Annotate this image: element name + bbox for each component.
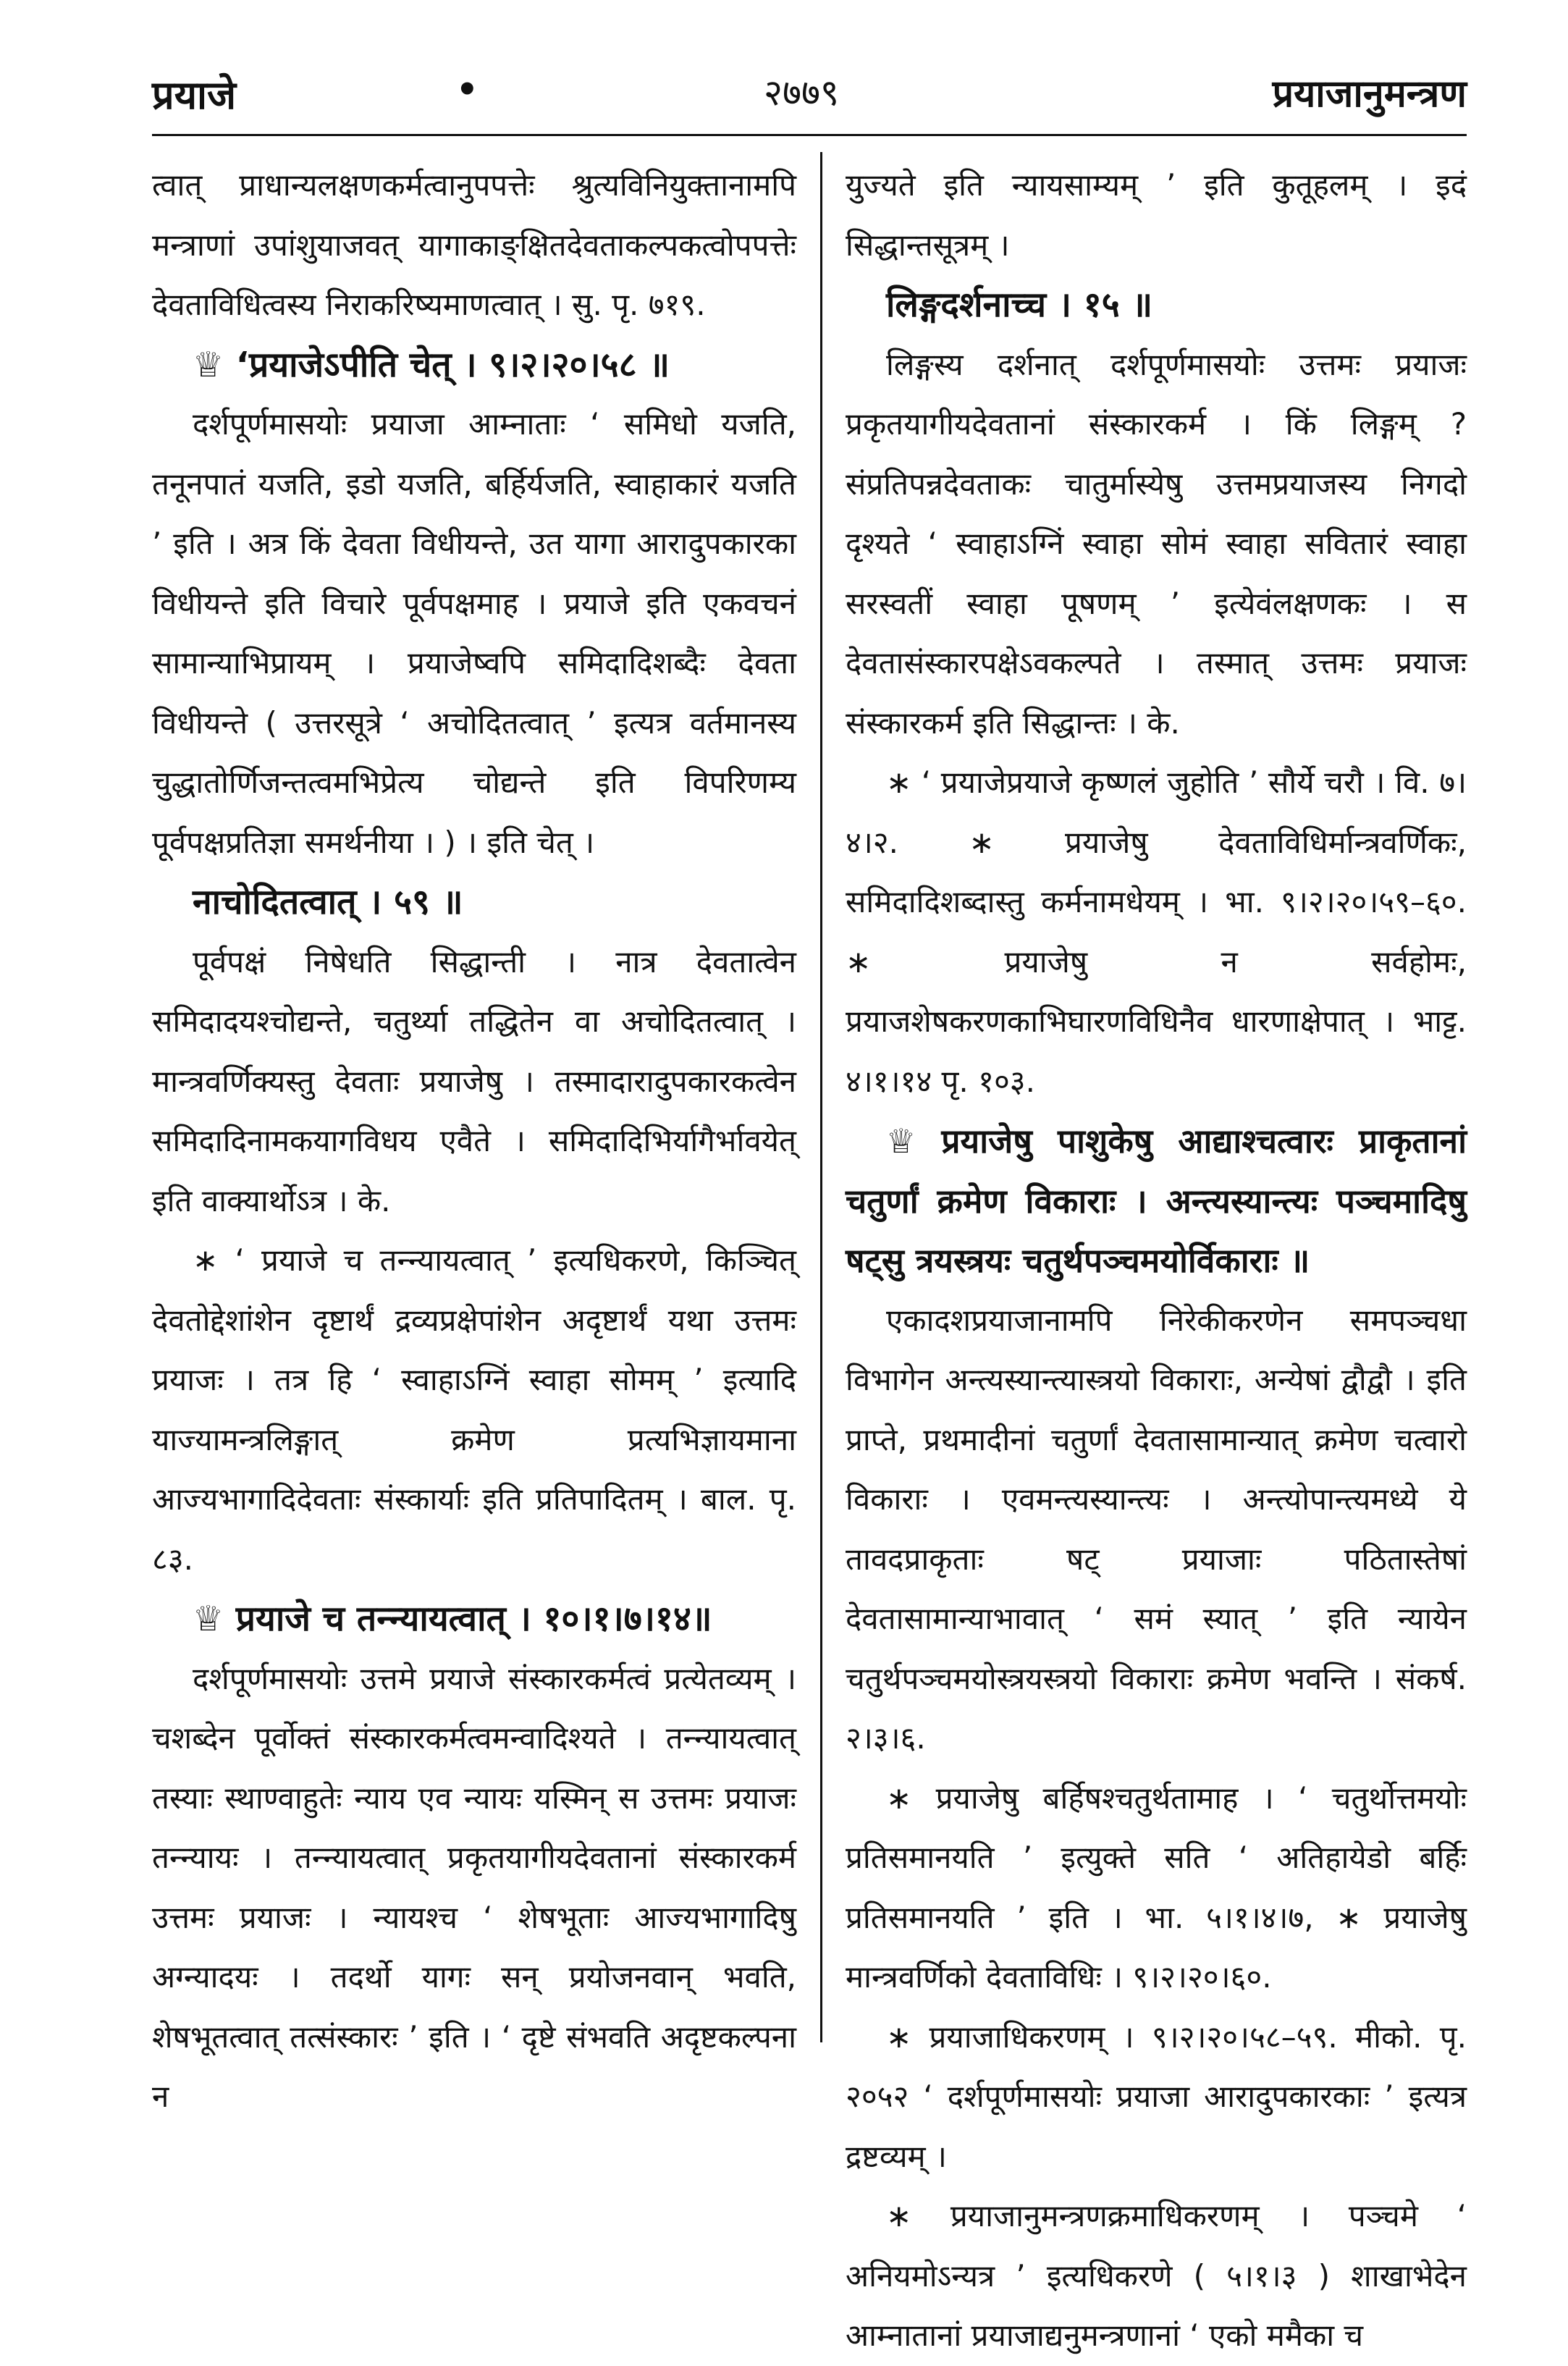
paragraph: ∗ प्रयाजानुमन्त्रणक्रमाधिकरणम् । पञ्चमे ‘ अनियमोऽन्यत्र ’ इत्यधिकरणे ( ५।१।३ ) शाखाभेदेन आम्नातानां प्रयाजाद्यनुमन्त्रणानां ‘ एको ममैका च (846, 2198, 1467, 2353)
entry-heading: ♕ प्रयाजे च तन्न्यायत्वात् । १०।१।७।१४॥ (193, 1599, 712, 1639)
paragraph: लिङ्गस्य दर्शनात् दर्शपूर्णमासयोः उत्तमः प्रयाजः प्रकृतयागीयदेवतानां संस्कारकर्म । किं लिङ्गम् ? संप्रतिपन्नदेवताकः चातुर्मास्येषु उत्तमप्रयाजस्य निगदो दृश्यते ‘ स्वाहाऽग्निं स्वाहा सोमं स्वाहा सवितारं स्वाहा सरस्वतीं स्वाहा पूषणम् ’ इत्येवंलक्षणकः । स देवतासंस्कारपक्षेऽवकल्पते । तस्मात् उत्तमः प्रयाजः संस्कारकर्म इति सिद्धान्तः । के. (846, 346, 1467, 741)
paragraph: पूर्वपक्षं निषेधति सिद्धान्ती । नात्र देवतात्वेन समिदादयश्चोद्यन्ते, चतुर्थ्या तद्धितेन वा अचोदितत्वात् । मान्त्रवर्णिक्यस्तु देवताः प्रयाजेषु । तस्मादारादुपकारकत्वेन समिदादिनामकयागविधय एवैते । समिदादिभिर्यागैर्भावयेत् इति वाक्यार्थोऽत्र । के. (152, 943, 796, 1218)
paragraph: ∗ प्रयाजाधिकरणम् । ९।२।२०।५८–५९. मीको. पृ. २०५२ ‘ दर्शपूर्णमासयोः प्रयाजा आरादुपकारकाः ’ इत्यत्र द्रष्टव्यम् । (846, 2018, 1467, 2174)
paragraph: ∗ ‘ प्रयाजे च तन्न्यायत्वात् ’ इत्यधिकरणे, किञ्चित् देवतोद्देशांशेन दृष्टार्थं द्रव्यप्रक्षेपांशेन अदृष्टार्थं यथा उत्तमः प्रयाजः । तत्र हि ‘ स्वाहाऽग्निं स्वाहा सोमम् ’ इत्यादि याज्यामन्त्रलिङ्गात् क्रमेण प्रत्यभिज्ञायमाना आज्यभागादिदेवताः संस्कार्याः इति प्रतिपादितम् । बाल. पृ. ८३. (152, 1242, 796, 1577)
entry-heading: ♕ ‘प्रयाजेऽपीति चेत् । ९।२।२०।५८ ॥ (193, 344, 670, 385)
column-divider (820, 152, 822, 2042)
entry-heading: लिङ्गदर्शनाच्च । १५ ॥ (886, 285, 1153, 325)
header-right-word: प्रयाजानुमन्त्रण (1272, 72, 1467, 116)
header-left-word: प्रयाजे (152, 72, 237, 118)
bold-entry: ♕ प्रयाजेषु पाशुकेषु आद्याश्चत्वारः प्राकृतानां चतुर्णां क्रमेण विकाराः । अन्त्यस्यान्त्यः पञ्चमादिषु षट्सु त्रयस्त्रयः चतुर्थपञ्चमयोर्विकाराः ॥ (846, 1121, 1467, 1280)
left-column (152, 156, 796, 2114)
paragraph: त्वात् प्राधान्यलक्षणकर्मत्वानुपपत्तेः श्रुत्यविनियुक्तानामपि मन्त्राणां उपांशुयाजवत् यागाकाङ्क्षितदेवताकल्पकत्वोपपत्तेः देवताविधित्वस्य निराकरिष्यमाणत्वात् । सु. पृ. ७१९. (152, 167, 796, 322)
header-rule (152, 134, 1467, 136)
right-column (846, 156, 1467, 2353)
paragraph: युज्यते इति न्यायसाम्यम् ’ इति कुतूहलम् । इदं सिद्धान्तसूत्रम् । (846, 167, 1467, 263)
paragraph: एकादशप्रयाजानामपि निरेकीकरणेन समपञ्चधा विभागेन अन्त्यस्यान्त्यास्त्रयो विकाराः, अन्येषां द्वौद्वौ । इति प्राप्ते, प्रथमादीनां चतुर्णां देवतासामान्यात् क्रमेण चत्वारो विकाराः । एवमन्त्यस्यान्त्यः । अन्त्योपान्त्यमध्ये ये तावदप्राकृताः षट् प्रयाजाः पठितास्तेषां देवतासामान्याभावात् ‘ समं स्यात् ’ इति न्यायेन चतुर्थपञ्चमयोस्त्रयस्त्रयो विकाराः क्रमेण भवन्ति । संकर्ष. २।३।६. (846, 1302, 1467, 1756)
paragraph: दर्शपूर्णमासयोः उत्तमे प्रयाजे संस्कारकर्मत्वं प्रत्येतव्यम् । चशब्देन पूर्वोक्तं संस्कारकर्मत्वमन्वादिश्यते । तन्न्यायत्वात् तस्याः स्थाण्वाहुतेः न्याय एव न्यायः यस्मिन् स उत्तमः प्रयाजः तन्न्यायः । तन्न्यायत्वात् प्रकृतयागीयदेवतानां संस्कारकर्म उत्तमः प्रयाजः । न्यायश्च ‘ शेषभूताः आज्यभागादिषु अग्न्यादयः । तदर्थो यागः सन् प्रयोजनवान् भवति, शेषभूतत्वात् तत्संस्कारः ’ इति । ‘ दृष्टे संभवति अदृष्टकल्पना न (152, 1660, 796, 2114)
paragraph: दर्शपूर्णमासयोः प्रयाजा आम्नाताः ‘ समिधो यजति, तनूनपातं यजति, इडो यजति, बर्हिर्यजति, स्वाहाकारं यजति ’ इति । अत्र किं देवता विधीयन्ते, उत यागा आरादुपकारका विधीयन्ते इति विचारे पूर्वपक्षमाह । प्रयाजे इति एकवचनं सामान्याभिप्रायम् । प्रयाजेष्वपि समिदादिशब्दैः देवता विधीयन्ते ( उत्तरसूत्रे ‘ अचोदितत्वात् ’ इत्यत्र वर्तमानस्य चुद्धातोर्णिजन्तत्वमभिप्रेत्य चोद्यन्ते इति विपरिणम्य पूर्वपक्षप्रतिज्ञा समर्थनीया । ) । इति चेत् । (152, 406, 796, 860)
page-number: २७७९ (764, 72, 839, 114)
entry-heading: नाचोदितत्वात् । ५९ ॥ (193, 882, 463, 922)
paragraph: ∗ प्रयाजेषु बर्हिषश्चतुर्थतामाह । ‘ चतुर्थोत्तमयोः प्रतिसमानयति ’ इत्युक्ते सति ‘ अतिहायेडो बर्हिः प्रतिसमानयति ’ इति । भा. ५।१।४।७, ∗ प्रयाजेषु मान्त्रवर्णिको देवताविधिः । ९।२।२०।६०. (846, 1780, 1467, 1995)
header-bullet: • (456, 70, 479, 110)
paragraph: ∗ ‘ प्रयाजेप्रयाजे कृष्णलं जुहोति ’ सौर्ये चरौ । वि. ७।४।२. ∗ प्रयाजेषु देवताविधिर्मान्त्रवर्णिकः, समिदादिशब्दास्तु कर्मनामधेयम् । भा. ९।२।२०।५९–६०. ∗ प्रयाजेषु न सर्वहोमः, प्रयाजशेषकरणकाभिघारणविधिनैव धारणाक्षेपात् । भाट्ट. ४।१।१४ पृ. १०३. (846, 765, 1467, 1099)
